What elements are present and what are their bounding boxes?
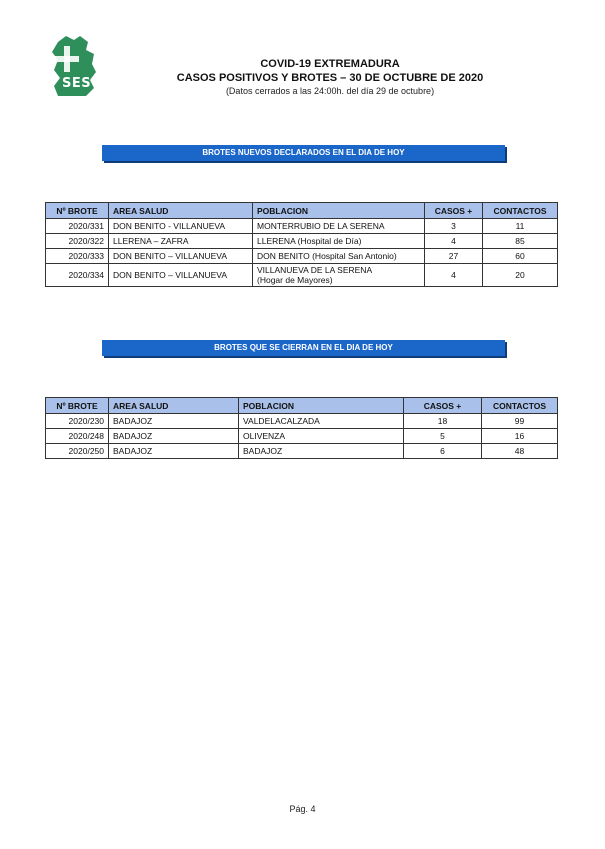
table-header-row [46, 203, 558, 219]
page-number: Pág. 4 [289, 804, 316, 814]
cell-area: DON BENITO – VILLANUEVA [109, 264, 253, 287]
cell-contactos: 48 [482, 444, 558, 459]
cell-contactos: 20 [483, 264, 558, 287]
header-area: AREA SALUD [109, 203, 253, 219]
cell-casos: 5 [404, 429, 482, 444]
header-brote: Nº BROTE [46, 203, 109, 219]
new-outbreaks-table [45, 202, 558, 287]
cell-poblacion: BADAJOZ [239, 444, 404, 459]
cell-casos: 3 [425, 219, 483, 234]
cell-poblacion: OLIVENZA [239, 429, 404, 444]
cell-casos: 18 [404, 414, 482, 429]
table-row [46, 414, 558, 429]
cell-casos: 4 [425, 234, 483, 249]
cell-contactos: 11 [483, 219, 558, 234]
cell-area: DON BENITO - VILLANUEVA [109, 219, 253, 234]
header-casos: CASOS + [404, 398, 482, 414]
cell-area: LLERENA – ZAFRA [109, 234, 253, 249]
cell-poblacion-line2: (Hogar de Mayores) [257, 275, 333, 285]
closed-outbreaks-banner: BROTES QUE SE CIERRAN EN EL DIA DE HOY [102, 340, 505, 356]
cell-casos: 27 [425, 249, 483, 264]
table-row [46, 249, 558, 264]
cell-brote: 2020/334 [46, 264, 109, 287]
cell-poblacion: VALDELACALZADA [239, 414, 404, 429]
header-brote: Nº BROTE [46, 398, 109, 414]
new-outbreaks-banner: BROTES NUEVOS DECLARADOS EN EL DIA DE HOY [102, 145, 505, 161]
cell-area: DON BENITO – VILLANUEVA [109, 249, 253, 264]
header-contactos: CONTACTOS [483, 203, 558, 219]
cell-poblacion: LLERENA (Hospital de Día) [253, 234, 425, 249]
header-area: AREA SALUD [109, 398, 239, 414]
cell-brote: 2020/322 [46, 234, 109, 249]
cell-poblacion: MONTERRUBIO DE LA SERENA [253, 219, 425, 234]
table-row [46, 234, 558, 249]
cell-contactos: 60 [483, 249, 558, 264]
cell-brote: 2020/333 [46, 249, 109, 264]
closed-outbreaks-table [45, 397, 558, 459]
table-row [46, 444, 558, 459]
cell-casos: 6 [404, 444, 482, 459]
cell-contactos: 16 [482, 429, 558, 444]
cell-brote: 2020/331 [46, 219, 109, 234]
document-subtitle: CASOS POSITIVOS Y BROTES – 30 DE OCTUBRE DE 2020 [176, 72, 484, 84]
cell-poblacion-line1: VILLANUEVA DE LA SERENA [257, 265, 373, 275]
document-title: COVID-19 EXTREMADURA [260, 58, 400, 70]
table-row [46, 429, 558, 444]
header-poblacion: POBLACION [253, 203, 425, 219]
document-note: (Datos cerrados a las 24:00h. del día 29 de octubre) [225, 86, 435, 96]
document-header [160, 57, 500, 97]
cell-brote: 2020/250 [46, 444, 109, 459]
cell-brote: 2020/248 [46, 429, 109, 444]
header-contactos: CONTACTOS [482, 398, 558, 414]
header-poblacion: POBLACION [239, 398, 404, 414]
cell-casos: 4 [425, 264, 483, 287]
cell-poblacion [253, 264, 425, 287]
cell-brote: 2020/230 [46, 414, 109, 429]
cell-poblacion: DON BENITO (Hospital San Antonio) [253, 249, 425, 264]
cell-area: BADAJOZ [109, 429, 239, 444]
ses-logo [50, 36, 98, 98]
table-header-row [46, 398, 558, 414]
table-row [46, 219, 558, 234]
cell-area: BADAJOZ [109, 444, 239, 459]
cell-area: BADAJOZ [109, 414, 239, 429]
logo-text: SES [62, 76, 92, 91]
header-casos: CASOS + [425, 203, 483, 219]
cell-contactos: 85 [483, 234, 558, 249]
cell-contactos: 99 [482, 414, 558, 429]
table-row [46, 264, 558, 287]
